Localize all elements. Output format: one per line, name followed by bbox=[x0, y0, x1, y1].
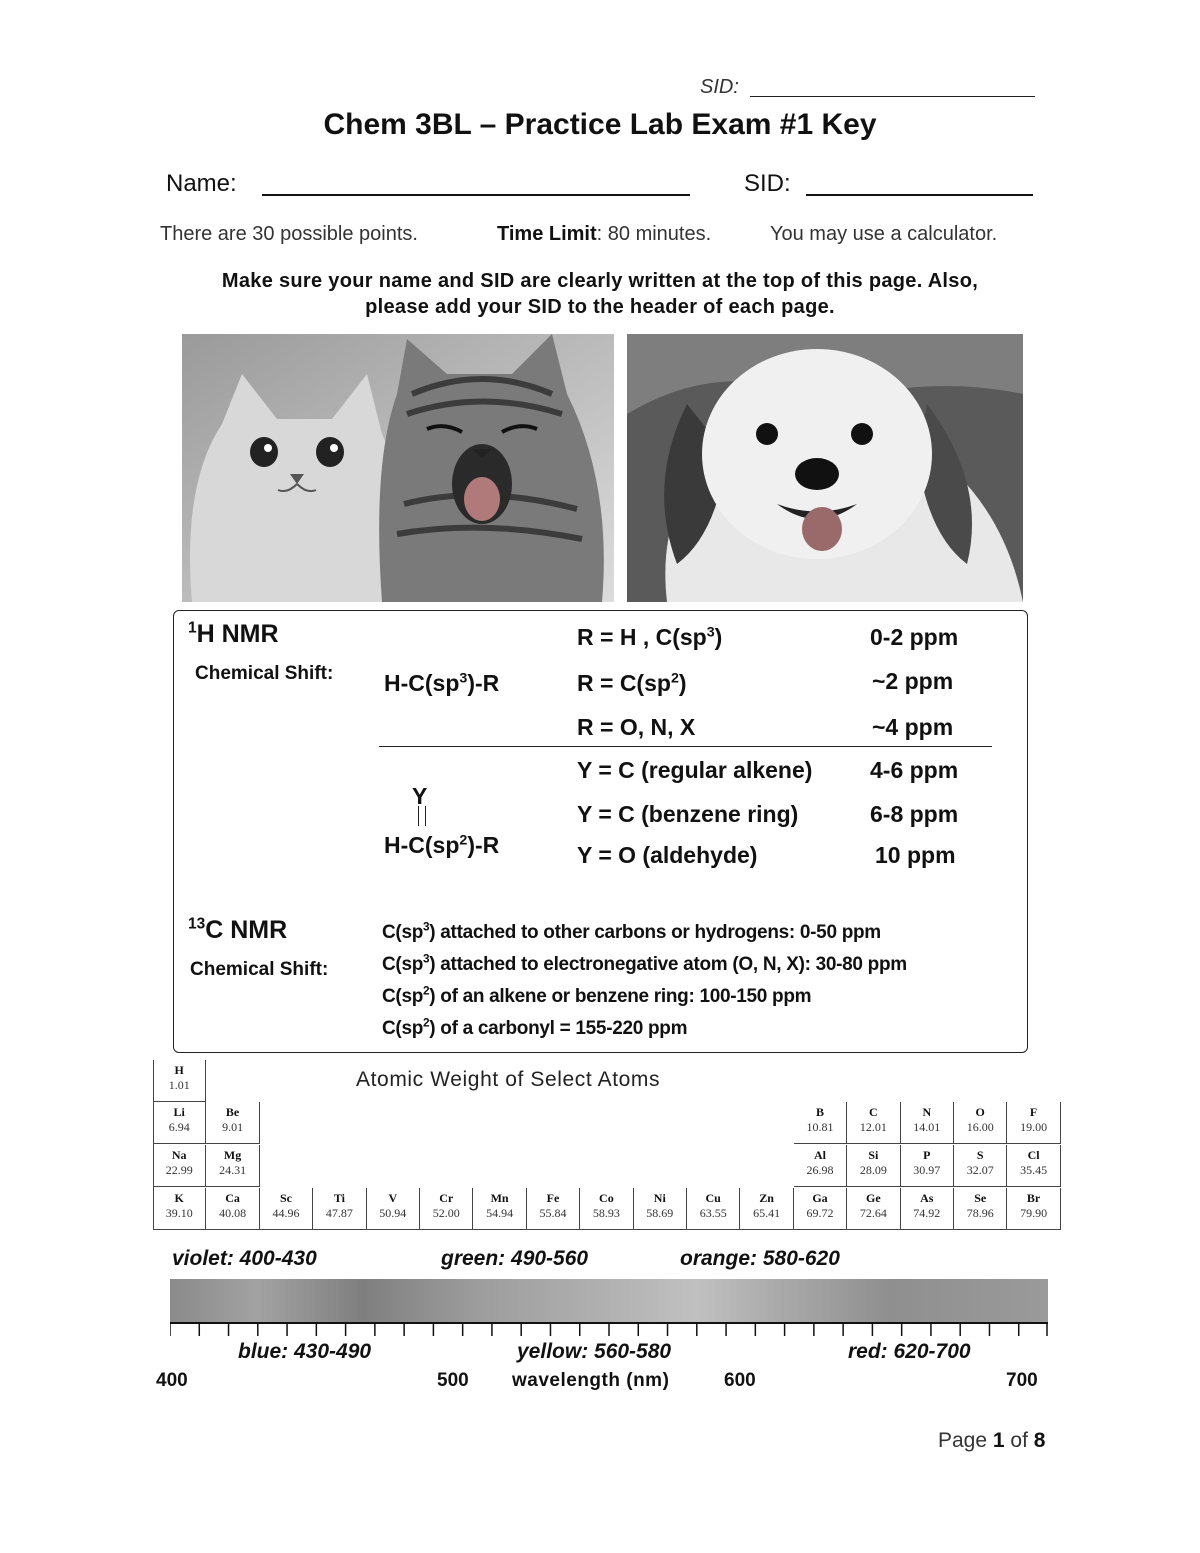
sp2-row-condition: Y = C (benzene ring) bbox=[577, 801, 799, 827]
element-symbol: O bbox=[975, 1105, 985, 1119]
sp3-group-prefix: H-C(sp bbox=[384, 670, 460, 696]
element-cell-n bbox=[901, 1102, 954, 1144]
element-cell-c bbox=[847, 1102, 900, 1144]
spectrum-ruler bbox=[170, 1322, 1050, 1338]
red-label: red: 620-700 bbox=[848, 1340, 971, 1363]
element-cell-al bbox=[794, 1145, 847, 1187]
puppy-photo bbox=[627, 334, 1023, 602]
h-nmr-title bbox=[188, 620, 279, 649]
sp2-row-ppm: 4-6 ppm bbox=[870, 757, 959, 783]
page-title: Chem 3BL – Practice Lab Exam #1 Key bbox=[323, 108, 877, 141]
element-symbol: As bbox=[920, 1191, 934, 1205]
sp3-group-suffix: )-R bbox=[467, 670, 500, 696]
sp3-row-cond-pre: R = C(sp bbox=[577, 670, 671, 696]
element-symbol: Si bbox=[868, 1148, 879, 1162]
element-weight: 69.72 bbox=[806, 1206, 834, 1220]
sp3-row-cond-sup: 3 bbox=[706, 624, 715, 641]
c-nmr-subtitle: Chemical Shift: bbox=[190, 959, 329, 980]
element-symbol: Zn bbox=[759, 1191, 774, 1205]
tick-label-700: 700 bbox=[1006, 1370, 1038, 1391]
element-weight: 40.08 bbox=[219, 1206, 247, 1220]
sp3-group-sup: 3 bbox=[459, 670, 468, 687]
element-symbol: Ca bbox=[225, 1191, 240, 1205]
c-nmr-row-sup: 3 bbox=[423, 920, 430, 934]
element-cell-co bbox=[580, 1188, 633, 1230]
c-nmr-row-sup: 2 bbox=[423, 1016, 430, 1030]
h-nmr-sup: 1 bbox=[188, 619, 197, 637]
element-cell-p bbox=[901, 1145, 954, 1187]
c-nmr-row-pre: C(sp bbox=[382, 922, 424, 943]
element-weight: 10.81 bbox=[806, 1120, 834, 1134]
element-symbol: Li bbox=[173, 1105, 185, 1119]
element-weight: 54.94 bbox=[486, 1206, 514, 1220]
element-weight: 28.09 bbox=[859, 1163, 887, 1177]
element-weight: 19.00 bbox=[1020, 1120, 1048, 1134]
element-weight: 65.41 bbox=[753, 1206, 781, 1220]
element-cell-f bbox=[1007, 1102, 1060, 1144]
element-weight: 78.96 bbox=[966, 1206, 994, 1220]
header-sid-label: SID: bbox=[700, 76, 739, 98]
element-cell-ca bbox=[206, 1188, 259, 1230]
sp3-row-condition bbox=[577, 624, 722, 651]
element-cell-o bbox=[954, 1102, 1007, 1144]
element-cell-li bbox=[153, 1102, 206, 1144]
element-symbol: Ga bbox=[812, 1191, 828, 1205]
sp2-row-condition: Y = O (aldehyde) bbox=[577, 842, 758, 868]
element-cell-k bbox=[153, 1188, 206, 1230]
element-weight: 30.97 bbox=[913, 1163, 941, 1177]
element-symbol: Fe bbox=[546, 1191, 560, 1205]
element-cell-na bbox=[153, 1145, 206, 1187]
instructions-line-2: please add your SID to the header of each page. bbox=[365, 296, 835, 318]
element-weight: 22.99 bbox=[165, 1163, 193, 1177]
time-limit-label: Time Limit bbox=[497, 223, 597, 245]
c-nmr-row-pre: C(sp bbox=[382, 954, 424, 975]
element-weight: 72.64 bbox=[859, 1206, 887, 1220]
visible-spectrum-bar bbox=[170, 1279, 1048, 1323]
element-weight: 35.45 bbox=[1020, 1163, 1048, 1177]
element-symbol: B bbox=[815, 1105, 824, 1119]
element-weight: 39.10 bbox=[165, 1206, 193, 1220]
element-symbol: Mg bbox=[223, 1148, 242, 1162]
element-symbol: Mn bbox=[490, 1191, 509, 1205]
points-info: There are 30 possible points. bbox=[160, 223, 418, 245]
name-label: Name: bbox=[166, 170, 237, 197]
element-weight: 24.31 bbox=[219, 1163, 247, 1177]
element-weight: 6.94 bbox=[168, 1120, 190, 1134]
sp3-row-condition: R = O, N, X bbox=[577, 714, 696, 740]
element-cell-mg bbox=[206, 1145, 259, 1187]
element-symbol: Ni bbox=[653, 1191, 666, 1205]
sid-label: SID: bbox=[744, 170, 791, 197]
h-nmr-subtitle: Chemical Shift: bbox=[195, 663, 334, 684]
violet-label: violet: 400-430 bbox=[172, 1247, 317, 1270]
page-number bbox=[938, 1429, 1045, 1453]
time-limit-info bbox=[497, 223, 711, 246]
element-symbol: Be bbox=[225, 1105, 240, 1119]
element-cell-ga bbox=[794, 1188, 847, 1230]
sp2-y-label: Y bbox=[412, 783, 428, 809]
element-cell-cl bbox=[1007, 1145, 1060, 1187]
element-symbol: S bbox=[976, 1148, 984, 1162]
element-cell-ge bbox=[847, 1188, 900, 1230]
element-weight: 44.96 bbox=[272, 1206, 300, 1220]
element-symbol: Na bbox=[171, 1148, 187, 1162]
sp3-group-label bbox=[384, 670, 499, 697]
sp2-group-sup: 2 bbox=[459, 832, 468, 849]
sp3-row-cond-post: ) bbox=[678, 670, 687, 696]
c-nmr-row bbox=[382, 1018, 687, 1040]
c-nmr-row bbox=[382, 954, 907, 976]
element-weight: 55.84 bbox=[539, 1206, 567, 1220]
kittens-photo bbox=[182, 334, 614, 602]
element-weight: 50.94 bbox=[379, 1206, 407, 1220]
element-weight: 58.69 bbox=[646, 1206, 674, 1220]
page-total: 8 bbox=[1033, 1429, 1046, 1452]
c-nmr-sup: 13 bbox=[188, 915, 206, 933]
name-field[interactable] bbox=[262, 194, 690, 196]
sp3-row-cond-pre: R = H , C(sp bbox=[577, 624, 707, 650]
element-symbol: K bbox=[174, 1191, 184, 1205]
element-weight: 74.92 bbox=[913, 1206, 941, 1220]
element-weight: 63.55 bbox=[699, 1206, 727, 1220]
header-sid-line[interactable] bbox=[750, 96, 1035, 97]
double-bond-icon bbox=[418, 806, 426, 826]
c-nmr-row-sup: 3 bbox=[423, 952, 430, 966]
page-of: of bbox=[1010, 1429, 1028, 1452]
element-cell-mn bbox=[473, 1188, 526, 1230]
element-weight: 47.87 bbox=[325, 1206, 353, 1220]
element-cell-se bbox=[954, 1188, 1007, 1230]
element-symbol: N bbox=[922, 1105, 932, 1119]
element-cell-cr bbox=[420, 1188, 473, 1230]
green-label: green: 490-560 bbox=[441, 1247, 589, 1270]
c-nmr-row-pre: C(sp bbox=[382, 1018, 424, 1039]
element-weight: 16.00 bbox=[966, 1120, 994, 1134]
element-weight: 14.01 bbox=[913, 1120, 941, 1134]
element-cell-h bbox=[153, 1060, 206, 1102]
sp2-row-ppm: 10 ppm bbox=[875, 842, 956, 868]
sp2-group-prefix: H-C(sp bbox=[384, 832, 460, 858]
element-cell-cu bbox=[687, 1188, 740, 1230]
h-nmr-divider bbox=[379, 746, 992, 747]
tick-label-400: 400 bbox=[156, 1370, 188, 1391]
sp3-row-cond-sup: 2 bbox=[670, 670, 679, 687]
element-cell-b bbox=[794, 1102, 847, 1144]
sp2-row-condition: Y = C (regular alkene) bbox=[577, 757, 813, 783]
element-cell-as bbox=[901, 1188, 954, 1230]
yellow-label: yellow: 560-580 bbox=[517, 1340, 672, 1363]
element-cell-zn bbox=[740, 1188, 793, 1230]
instructions-line-1: Make sure your name and SID are clearly written at the top of this page. Also, bbox=[221, 270, 979, 292]
element-symbol: F bbox=[1029, 1105, 1038, 1119]
c-nmr-row-post: ) attached to electronegative atom (O, N, X): 30-80 ppm bbox=[429, 954, 907, 975]
element-symbol: Ge bbox=[866, 1191, 881, 1205]
c-nmr-row-post: ) of a carbonyl = 155-220 ppm bbox=[429, 1018, 688, 1039]
element-symbol: Cu bbox=[705, 1191, 721, 1205]
sp3-row-ppm: 0-2 ppm bbox=[870, 624, 959, 650]
element-symbol: Se bbox=[974, 1191, 987, 1205]
c-nmr-title-text: C NMR bbox=[205, 916, 288, 944]
sp2-group-suffix: )-R bbox=[467, 832, 500, 858]
tick-label-600: 600 bbox=[724, 1370, 756, 1391]
element-symbol: Sc bbox=[279, 1191, 292, 1205]
sp3-row-cond-post: ) bbox=[714, 624, 723, 650]
sp2-group-label bbox=[384, 832, 499, 859]
sid-field[interactable] bbox=[806, 194, 1033, 196]
c-nmr-row-sup: 2 bbox=[423, 984, 430, 998]
sp3-row-condition bbox=[577, 670, 687, 697]
element-cell-ni bbox=[634, 1188, 687, 1230]
orange-label: orange: 580-620 bbox=[680, 1247, 840, 1270]
element-weight: 9.01 bbox=[222, 1120, 244, 1134]
element-weight: 12.01 bbox=[859, 1120, 887, 1134]
periodic-table-title: Atomic Weight of Select Atoms bbox=[356, 1068, 661, 1091]
c-nmr-row-post: ) of an alkene or benzene ring: 100-150 ppm bbox=[429, 986, 812, 1007]
page-current: 1 bbox=[992, 1429, 1005, 1452]
sp2-row-ppm: 6-8 ppm bbox=[870, 801, 959, 827]
element-symbol: Al bbox=[813, 1148, 826, 1162]
element-weight: 52.00 bbox=[432, 1206, 460, 1220]
blue-label: blue: 430-490 bbox=[238, 1340, 372, 1363]
element-weight: 32.07 bbox=[966, 1163, 994, 1177]
element-cell-be bbox=[206, 1102, 259, 1144]
element-symbol: V bbox=[388, 1191, 398, 1205]
element-weight: 79.90 bbox=[1020, 1206, 1048, 1220]
element-cell-fe bbox=[527, 1188, 580, 1230]
calculator-info: You may use a calculator. bbox=[770, 223, 998, 245]
element-cell-v bbox=[367, 1188, 420, 1230]
time-limit-value: : 80 minutes. bbox=[596, 223, 712, 245]
element-cell-br bbox=[1007, 1188, 1060, 1230]
sp3-row-ppm: ~4 ppm bbox=[872, 714, 954, 740]
element-cell-ti bbox=[313, 1188, 366, 1230]
sp3-row-ppm: ~2 ppm bbox=[872, 668, 954, 694]
element-weight: 1.01 bbox=[168, 1078, 190, 1092]
c-nmr-row-pre: C(sp bbox=[382, 986, 424, 1007]
c-nmr-row-post: ) attached to other carbons or hydrogens: 0-50 ppm bbox=[429, 922, 881, 943]
element-cell-sc bbox=[260, 1188, 313, 1230]
element-cell-s bbox=[954, 1145, 1007, 1187]
element-weight: 26.98 bbox=[806, 1163, 834, 1177]
page-word: Page bbox=[938, 1429, 988, 1452]
element-symbol: Co bbox=[599, 1191, 614, 1205]
c-nmr-row bbox=[382, 986, 811, 1008]
element-symbol: P bbox=[923, 1148, 931, 1162]
wavelength-axis-label: wavelength (nm) bbox=[512, 1370, 670, 1391]
element-cell-si bbox=[847, 1145, 900, 1187]
element-symbol: Cr bbox=[439, 1191, 454, 1205]
c-nmr-title bbox=[188, 916, 287, 945]
h-nmr-title-text: H NMR bbox=[196, 620, 279, 648]
element-symbol: H bbox=[174, 1063, 184, 1077]
element-symbol: Br bbox=[1026, 1191, 1041, 1205]
element-symbol: Cl bbox=[1027, 1148, 1040, 1162]
c-nmr-row bbox=[382, 922, 881, 944]
element-weight: 58.93 bbox=[592, 1206, 620, 1220]
element-symbol: C bbox=[869, 1105, 878, 1119]
tick-label-500: 500 bbox=[437, 1370, 469, 1391]
element-symbol: Ti bbox=[333, 1191, 345, 1205]
periodic-table-left-border bbox=[153, 1060, 154, 1230]
